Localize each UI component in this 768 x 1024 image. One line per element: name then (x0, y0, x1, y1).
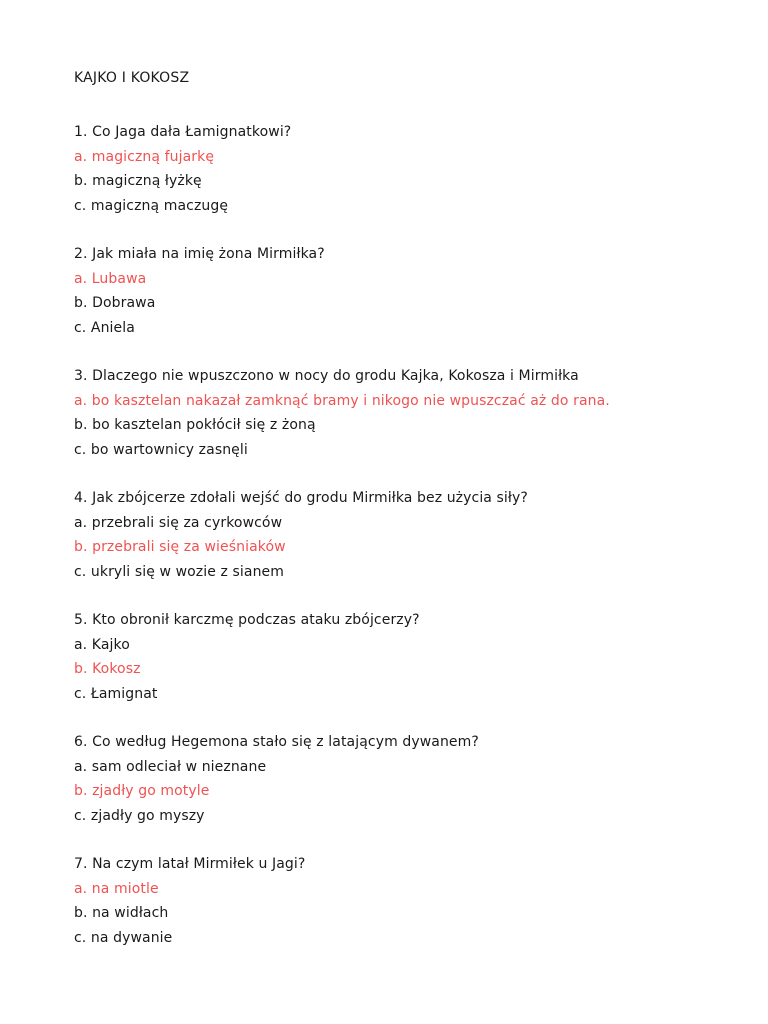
question-text: 6. Co według Hegemona stało się z latającym dywanem? (74, 734, 479, 750)
question-block (74, 608, 728, 706)
answer-option-correct: b. zjadły go motyle (74, 783, 210, 799)
document-title: KAJKO I KOKOSZ (74, 70, 190, 86)
answer-option-correct: a. Lubawa (74, 270, 147, 287)
question-block (74, 486, 728, 584)
question-block (74, 730, 728, 828)
answer-option-correct: a. na miotle (74, 880, 159, 897)
answer-option: c. ukryli się w wozie z sianem (74, 563, 284, 580)
answer-option: c. Łamignat (74, 685, 158, 702)
answer-option: b. Dobrawa (74, 295, 156, 311)
question-block (74, 364, 728, 462)
question-text: 2. Jak miała na imię żona Mirmiłka? (74, 246, 325, 262)
answer-option: b. na widłach (74, 905, 169, 921)
question-block (74, 120, 728, 218)
answer-option: c. na dywanie (74, 929, 173, 946)
question-text: 1. Co Jaga dała Łamignatkowi? (74, 124, 292, 140)
answer-option: a. przebrali się za cyrkowców (74, 514, 283, 531)
question-block (74, 242, 728, 340)
answer-option-correct: b. przebrali się za wieśniaków (74, 539, 286, 555)
question-text: 5. Kto obronił karczmę podczas ataku zbójcerzy? (74, 612, 420, 628)
answer-option-correct: b. Kokosz (74, 661, 141, 677)
question-text: 7. Na czym latał Mirmiłek u Jagi? (74, 856, 306, 872)
answer-option: b. bo kasztelan pokłócił się z żoną (74, 417, 316, 433)
answer-option: a. Kajko (74, 636, 130, 653)
question-block (74, 852, 728, 950)
answer-option: c. Aniela (74, 319, 135, 336)
answer-option-correct: a. magiczną fujarkę (74, 148, 215, 165)
answer-option: c. bo wartownicy zasnęli (74, 441, 248, 458)
answer-option: c. zjadły go myszy (74, 807, 205, 824)
answer-option: b. magiczną łyżkę (74, 173, 202, 189)
question-text: 3. Dlaczego nie wpuszczono w nocy do grodu Kajka, Kokosza i Mirmiłka (74, 368, 579, 384)
answer-option-correct: a. bo kasztelan nakazał zamknąć bramy i nikogo nie wpuszczać aż do rana. (74, 392, 610, 409)
answer-option: c. magiczną maczugę (74, 197, 229, 214)
answer-option: a. sam odleciał w nieznane (74, 758, 267, 775)
question-text: 4. Jak zbójcerze zdołali wejść do grodu Mirmiłka bez użycia siły? (74, 490, 528, 506)
